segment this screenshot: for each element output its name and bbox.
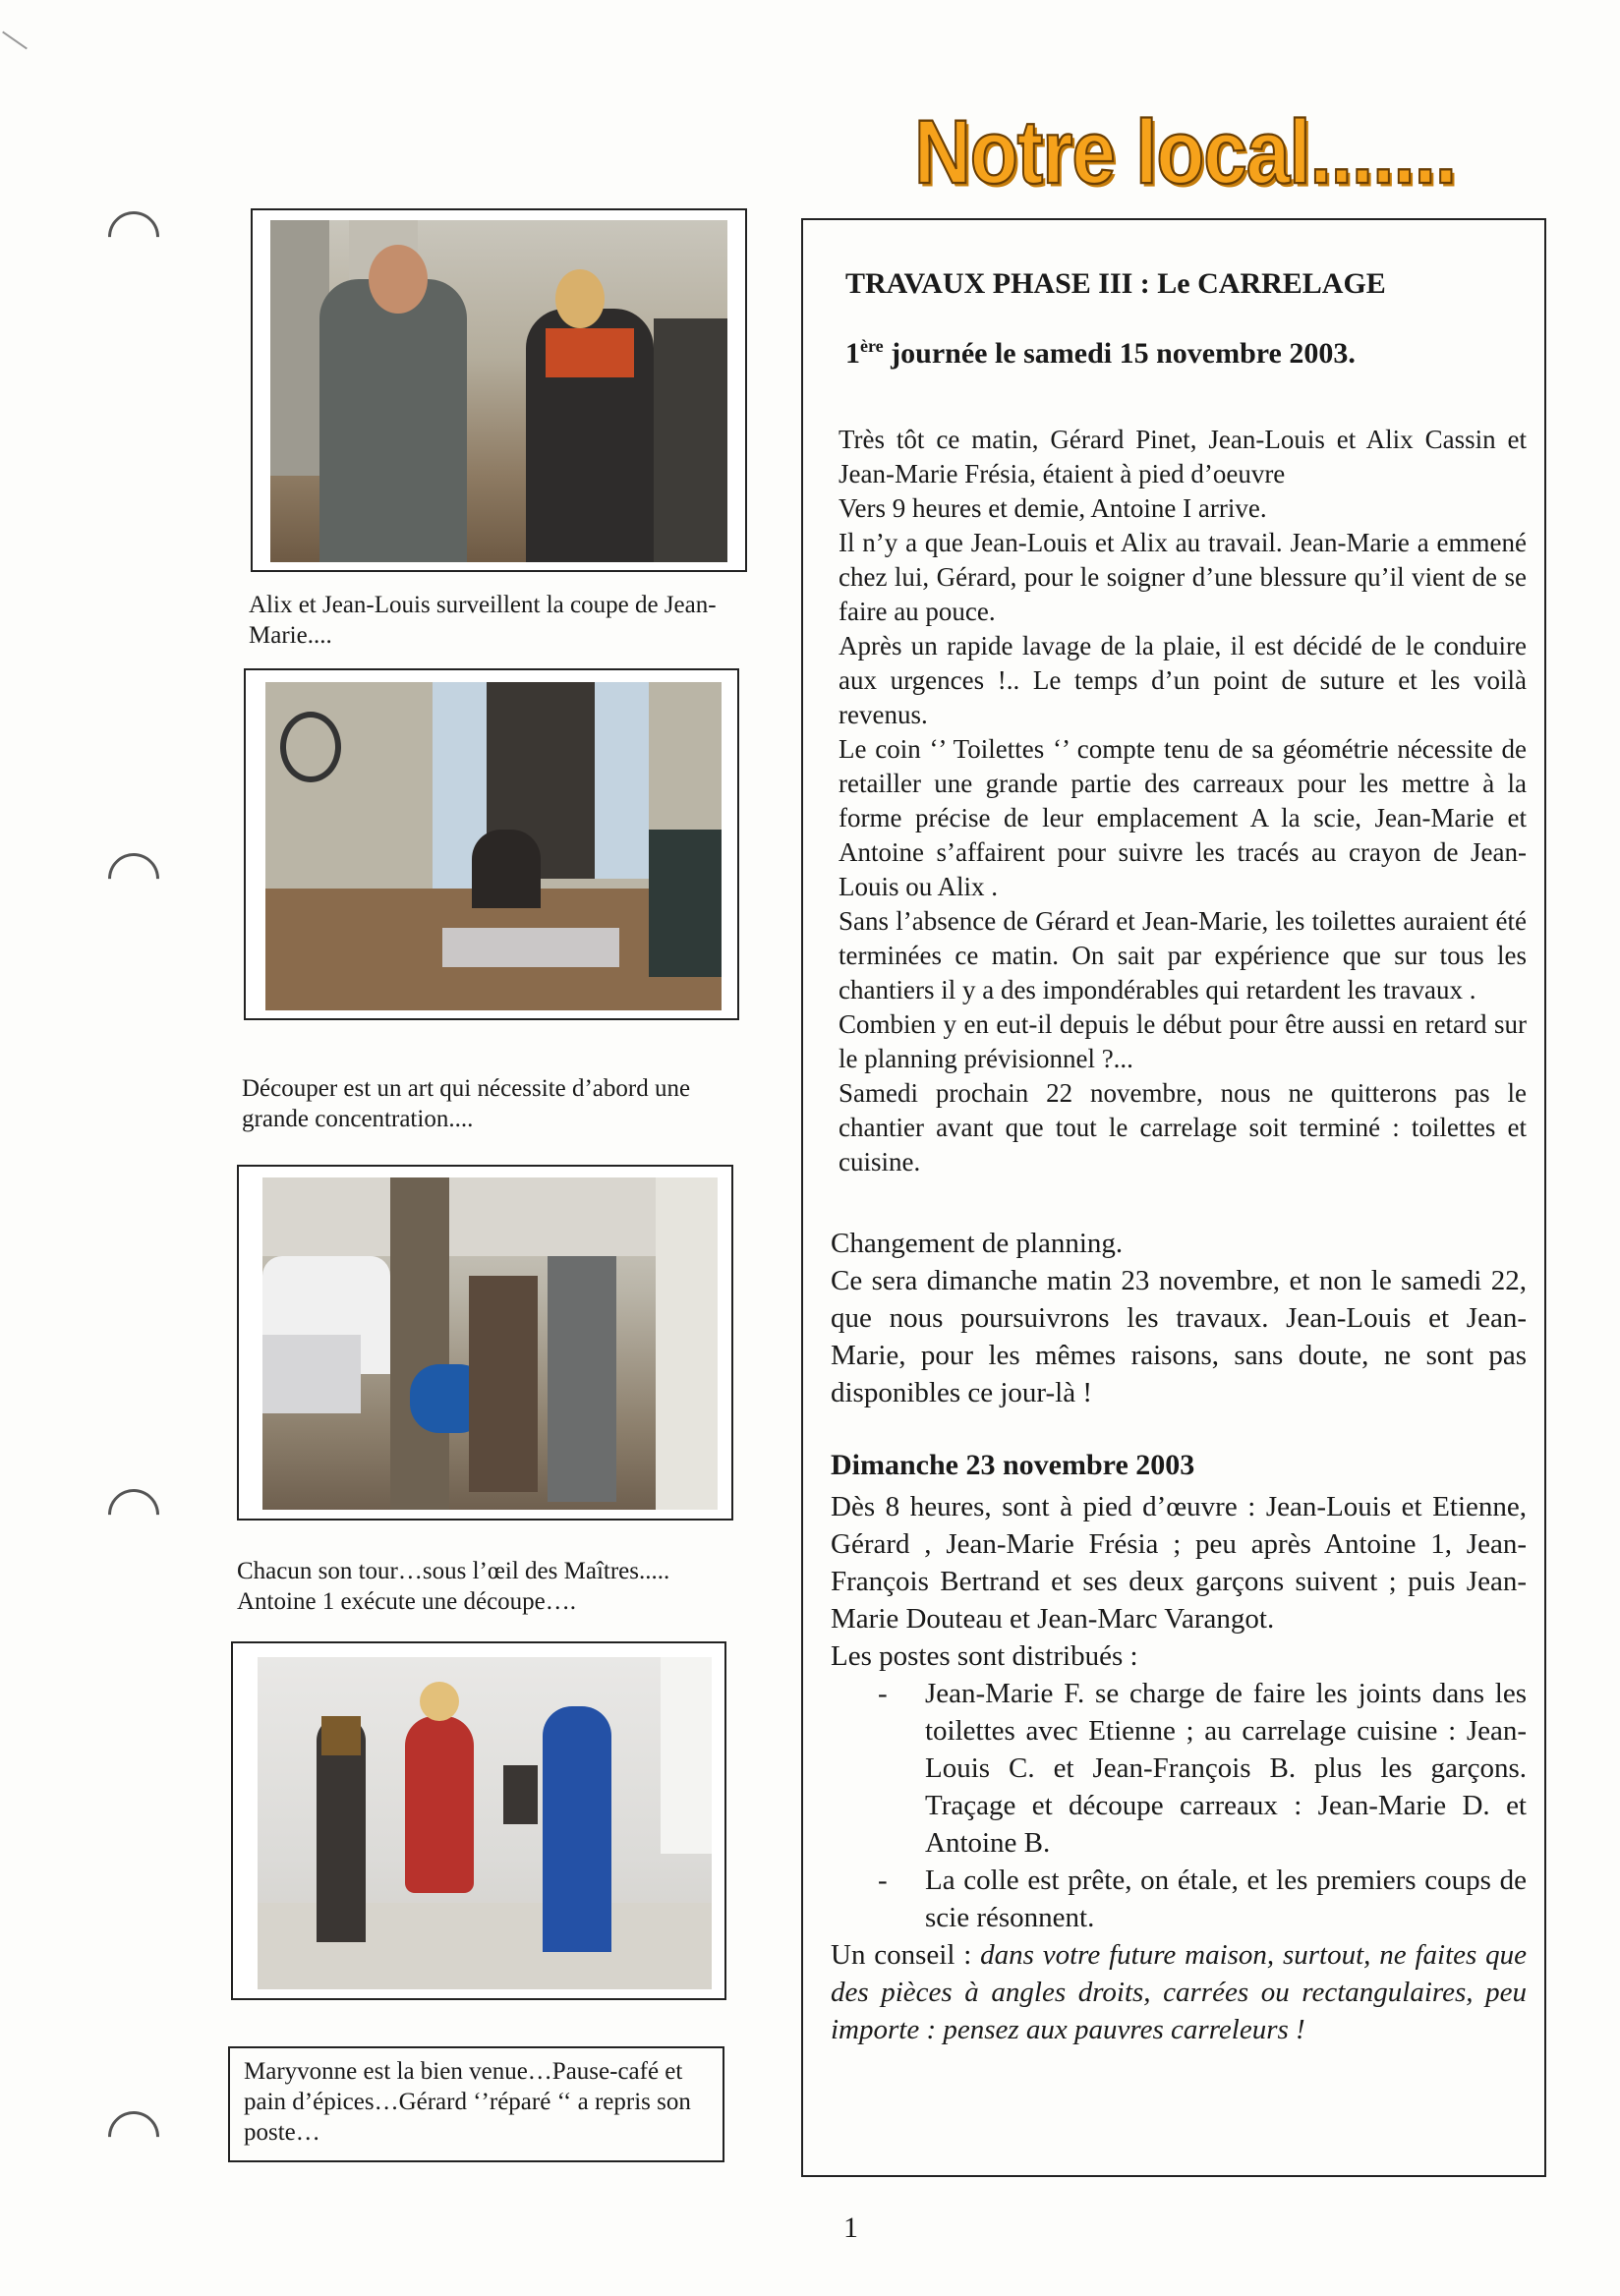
punch-hole-mark (97, 842, 170, 915)
photo-coffee-break (258, 1657, 712, 1989)
advice-text: dans votre future maison, surtout, ne faites que des pièces à angles droits, carrées ou rectangulaires, peu importe : pensez aux pauvres carreleurs ! (831, 1939, 1527, 2045)
page-number: 1 (843, 2211, 858, 2244)
planning-change-label: Changement de planning. (831, 1228, 1124, 1259)
list-item: - La colle est prête, on étale, et les premiers coups de scie résonnent. (831, 1862, 1527, 1936)
article-box (801, 218, 1546, 2177)
punch-hole-mark (97, 201, 170, 273)
caption-line: Antoine 1 exécute une découpe…. (237, 1588, 577, 1615)
photo-caption-box: Maryvonne est la bien venue…Pause-café et pain d’épices…Gérard ‘’réparé ‘‘ a repris son poste… (228, 2046, 724, 2162)
article-heading: TRAVAUX PHASE III : Le CARRELAGE (845, 267, 1386, 300)
day1-superscript: ère (860, 336, 884, 356)
paragraph: Combien y en eut-il depuis le début pour être aussi en retard sur le planning prévisionnel ?... (839, 1009, 1527, 1073)
paragraph: Il n’y a que Jean-Louis et Alix au travail. Jean-Marie a emmené chez lui, Gérard, pour le soigner d’une blessure qu’il vient de se faire au pouce. (839, 528, 1527, 626)
day2-heading: Dimanche 23 novembre 2003 (831, 1449, 1195, 1481)
caption-line: Chacun son tour…sous l’œil des Maîtres..... (237, 1558, 670, 1584)
day2-body (831, 1488, 1527, 2048)
paragraph: Le coin ‘’ Toilettes ‘’ compte tenu de sa géométrie nécessite de retailler une grande partie des carreaux pour les mettre à la forme précise de leur emplacement A la scie, Jean-Marie et Antoine s’affairent pour suivre les tracés au crayon de Jean-Louis ou Alix . (839, 734, 1527, 901)
posts-intro: Les postes sont distribués : (831, 1640, 1138, 1672)
day1-body (839, 423, 1527, 1179)
photo-caption: Découper est un art qui nécessite d’abord une grande concentration.... (242, 1075, 691, 1132)
page-title: Notre local....... (914, 101, 1457, 202)
photo-caption (237, 1556, 748, 1617)
planning-text: Ce sera dimanche matin 23 novembre, et non le samedi 22, que nous poursuivrons les travaux. Jean-Louis et Jean-Marie, pour les mêmes raisons, sans doute, ne sont pas disponibles ce jour-là ! (831, 1265, 1527, 1408)
punch-hole-mark (97, 2100, 170, 2173)
advice-paragraph (831, 1936, 1527, 2048)
photo-frame (231, 1641, 726, 2000)
paragraph: Dès 8 heures, sont à pied d’œuvre : Jean-Louis et Etienne, Gérard , Jean-Marie Frésia ; peu après Antoine 1, Jean-François Bertrand et ses deux garçons suivent ; puis Jean-Marie Douteau et Jean-Marc Varangot. (831, 1491, 1527, 1635)
photo-frame (251, 208, 747, 572)
advice-lead: Un conseil : (831, 1939, 981, 1971)
paragraph: Sans l’absence de Gérard et Jean-Marie, les toilettes auraient été terminées ce matin. On sait par expérience que sur tous les chantiers il y a des impondérables qui retardent les travaux . (839, 906, 1527, 1004)
paragraph: Très tôt ce matin, Gérard Pinet, Jean-Louis et Alix Cassin et Jean-Marie Frésia, étaient à pied d’oeuvre (839, 425, 1527, 488)
list-item: - Jean-Marie F. se charge de faire les joints dans les toilettes avec Etienne ; au carrelage cuisine : Jean-Louis C. et Jean-François B. plus les garçons. Traçage et découpe carreaux : Jean-Marie D. et Antoine B. (831, 1675, 1527, 1862)
photo-workers-outdoors (270, 220, 727, 562)
scan-corner-mark (2, 31, 28, 50)
planning-section (831, 1225, 1527, 1411)
day1-heading (845, 336, 1356, 371)
paragraph: Après un rapide lavage de la plaie, il est décidé de le conduire aux urgences !.. Le temps d’un point de suture et les voilà revenus. (839, 631, 1527, 729)
day1-number: 1 (845, 337, 860, 370)
photo-caption: Alix et Jean-Louis surveillent la coupe de Jean-Marie.... (249, 592, 717, 649)
paragraph: Samedi prochain 22 novembre, nous ne quitterons pas le chantier avant que tout le carrelage soit terminé : toilettes et cuisine. (839, 1078, 1527, 1177)
photo-worker-bending (262, 1177, 718, 1510)
punch-hole-mark (97, 1478, 170, 1551)
day1-date: journée le samedi 15 novembre 2003. (883, 337, 1356, 370)
photo-frame (244, 668, 739, 1020)
photo-frame (237, 1165, 733, 1521)
paragraph: Vers 9 heures et demie, Antoine I arrive. (839, 493, 1267, 523)
posts-list (831, 1675, 1527, 1936)
photo-cutting-tiles (265, 682, 722, 1010)
